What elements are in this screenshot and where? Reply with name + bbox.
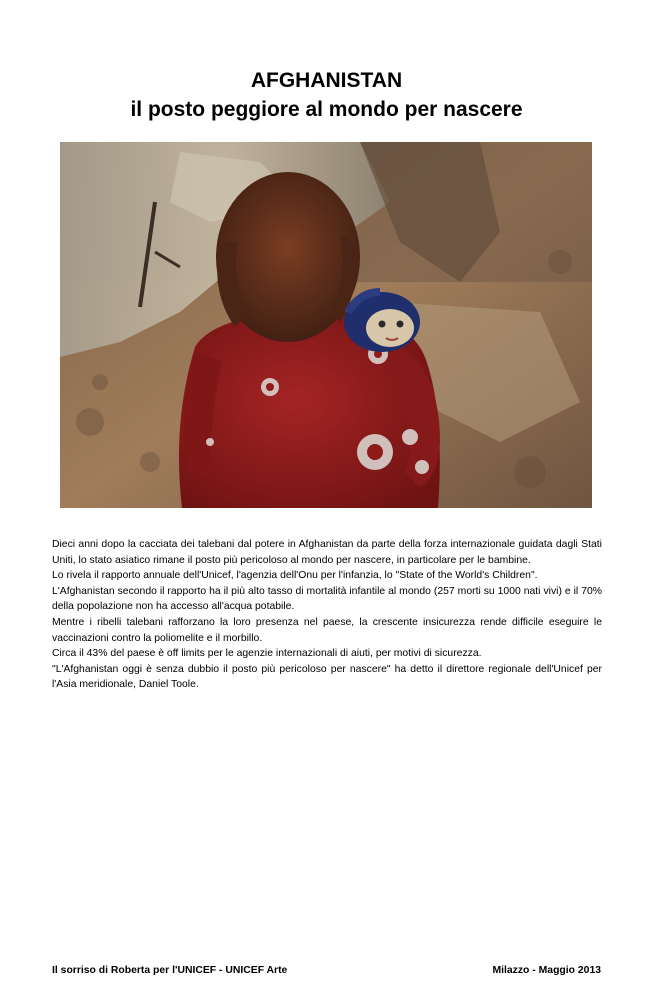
paragraph: Mentre i ribelli talebani rafforzano la loro presenza nel paese, la crescente insicurezza rende difficile eseguire le vaccinazioni contro la poliomelite e il morbillo. — [52, 616, 602, 644]
paragraph: Dieci anni dopo la cacciata dei talebani dal potere in Afghanistan da parte della forza internazionale guidata dagli Stati Uniti, lo stato asiatico rimane il posto più pericoloso al mondo per nascere, in particolare per le bambine. — [52, 539, 602, 566]
page-title: AFGHANISTAN — [250, 69, 403, 92]
paragraph: Lo rivela il rapporto annuale dell'Unicef, l'agenzia dell'Onu per l'infanzia, lo "State of the World's Children". — [52, 570, 538, 582]
footer-credit: Il sorriso di Roberta per l'UNICEF - UNICEF Arte — [52, 965, 288, 976]
footer-place-date: Milazzo - Maggio 2013 — [492, 965, 601, 976]
paragraph: Circa il 43% del paese è off limits per le agenzie internazionali di aiuti, per motivi di sicurezza. — [52, 648, 482, 660]
paragraph: "L'Afghanistan oggi è senza dubbio il posto più pericoloso per nascere" ha detto il direttore regionale dell'Unicef per l'Asia meridionale, Daniel Toole. — [52, 663, 602, 691]
child-in-red-holding-doll-photo — [60, 142, 592, 508]
paragraph: L'Afghanistan secondo il rapporto ha il più alto tasso di mortalità infantile al mondo (257 morti su 1000 nati vivi) e il 70% della popolazione non ha accesso all'acqua potabile. — [52, 585, 602, 613]
article-body — [52, 537, 602, 693]
page-subtitle: il posto peggiore al mondo per nascere — [130, 98, 523, 121]
